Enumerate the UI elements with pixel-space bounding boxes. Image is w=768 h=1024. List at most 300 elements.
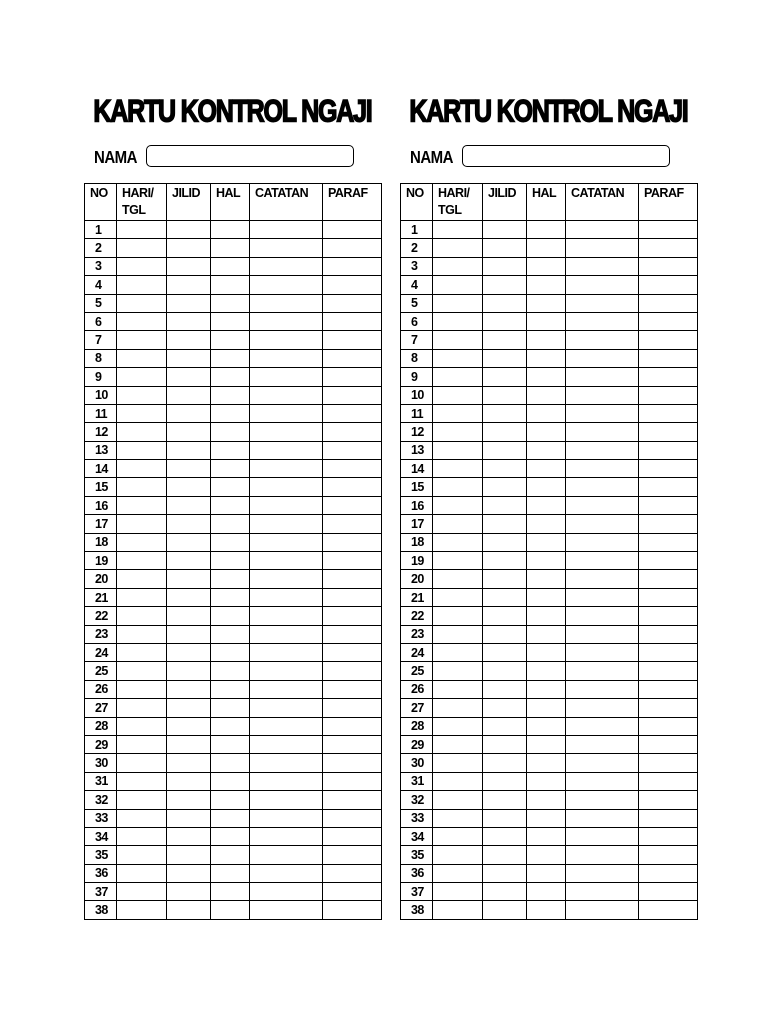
catatan-cell[interactable] [250, 386, 323, 404]
hal-cell[interactable] [211, 662, 250, 680]
hal-cell[interactable] [527, 441, 566, 459]
hari-tgl-cell[interactable] [433, 680, 483, 698]
hal-cell[interactable] [211, 607, 250, 625]
jilid-cell[interactable] [167, 221, 211, 239]
paraf-cell[interactable] [639, 570, 698, 588]
jilid-cell[interactable] [167, 368, 211, 386]
hal-cell[interactable] [527, 827, 566, 845]
hal-cell[interactable] [527, 570, 566, 588]
jilid-cell[interactable] [167, 717, 211, 735]
hari-tgl-cell[interactable] [433, 276, 483, 294]
hal-cell[interactable] [211, 496, 250, 514]
jilid-cell[interactable] [483, 423, 527, 441]
hal-cell[interactable] [211, 809, 250, 827]
catatan-cell[interactable] [250, 239, 323, 257]
jilid-cell[interactable] [483, 662, 527, 680]
paraf-cell[interactable] [639, 221, 698, 239]
hari-tgl-cell[interactable] [117, 864, 167, 882]
hal-cell[interactable] [527, 312, 566, 330]
paraf-cell[interactable] [323, 680, 382, 698]
paraf-cell[interactable] [639, 662, 698, 680]
catatan-cell[interactable] [566, 386, 639, 404]
jilid-cell[interactable] [167, 404, 211, 422]
paraf-cell[interactable] [639, 699, 698, 717]
paraf-cell[interactable] [639, 864, 698, 882]
hal-cell[interactable] [211, 386, 250, 404]
paraf-cell[interactable] [323, 441, 382, 459]
hal-cell[interactable] [211, 717, 250, 735]
hari-tgl-cell[interactable] [433, 257, 483, 275]
paraf-cell[interactable] [323, 625, 382, 643]
hal-cell[interactable] [211, 478, 250, 496]
hal-cell[interactable] [211, 588, 250, 606]
jilid-cell[interactable] [167, 423, 211, 441]
hal-cell[interactable] [211, 699, 250, 717]
hari-tgl-cell[interactable] [117, 735, 167, 753]
hari-tgl-cell[interactable] [433, 699, 483, 717]
paraf-cell[interactable] [323, 570, 382, 588]
jilid-cell[interactable] [167, 533, 211, 551]
catatan-cell[interactable] [566, 846, 639, 864]
paraf-cell[interactable] [323, 588, 382, 606]
hari-tgl-cell[interactable] [433, 625, 483, 643]
hari-tgl-cell[interactable] [433, 239, 483, 257]
paraf-cell[interactable] [639, 404, 698, 422]
hal-cell[interactable] [527, 386, 566, 404]
paraf-cell[interactable] [639, 791, 698, 809]
hal-cell[interactable] [527, 294, 566, 312]
hari-tgl-cell[interactable] [117, 680, 167, 698]
hal-cell[interactable] [527, 349, 566, 367]
hari-tgl-cell[interactable] [117, 257, 167, 275]
hal-cell[interactable] [527, 368, 566, 386]
hari-tgl-cell[interactable] [117, 386, 167, 404]
jilid-cell[interactable] [483, 846, 527, 864]
hari-tgl-cell[interactable] [117, 717, 167, 735]
catatan-cell[interactable] [566, 754, 639, 772]
hari-tgl-cell[interactable] [117, 239, 167, 257]
paraf-cell[interactable] [323, 883, 382, 901]
paraf-cell[interactable] [639, 478, 698, 496]
catatan-cell[interactable] [250, 735, 323, 753]
hari-tgl-cell[interactable] [117, 496, 167, 514]
hari-tgl-cell[interactable] [117, 846, 167, 864]
jilid-cell[interactable] [483, 901, 527, 919]
hari-tgl-cell[interactable] [433, 588, 483, 606]
hari-tgl-cell[interactable] [433, 386, 483, 404]
jilid-cell[interactable] [483, 570, 527, 588]
paraf-cell[interactable] [639, 276, 698, 294]
jilid-cell[interactable] [483, 772, 527, 790]
paraf-cell[interactable] [639, 239, 698, 257]
hal-cell[interactable] [211, 883, 250, 901]
hal-cell[interactable] [527, 680, 566, 698]
paraf-cell[interactable] [639, 533, 698, 551]
hari-tgl-cell[interactable] [433, 809, 483, 827]
paraf-cell[interactable] [323, 735, 382, 753]
jilid-cell[interactable] [483, 312, 527, 330]
catatan-cell[interactable] [250, 441, 323, 459]
paraf-cell[interactable] [639, 625, 698, 643]
paraf-cell[interactable] [323, 331, 382, 349]
hari-tgl-cell[interactable] [117, 772, 167, 790]
hal-cell[interactable] [211, 221, 250, 239]
hal-cell[interactable] [211, 864, 250, 882]
jilid-cell[interactable] [483, 643, 527, 661]
jilid-cell[interactable] [167, 735, 211, 753]
catatan-cell[interactable] [250, 331, 323, 349]
jilid-cell[interactable] [167, 588, 211, 606]
hal-cell[interactable] [211, 901, 250, 919]
catatan-cell[interactable] [566, 312, 639, 330]
catatan-cell[interactable] [566, 607, 639, 625]
hari-tgl-cell[interactable] [433, 552, 483, 570]
hari-tgl-cell[interactable] [117, 754, 167, 772]
jilid-cell[interactable] [483, 607, 527, 625]
paraf-cell[interactable] [323, 349, 382, 367]
jilid-cell[interactable] [167, 331, 211, 349]
catatan-cell[interactable] [250, 772, 323, 790]
catatan-cell[interactable] [250, 276, 323, 294]
hari-tgl-cell[interactable] [433, 846, 483, 864]
hal-cell[interactable] [527, 864, 566, 882]
paraf-cell[interactable] [639, 754, 698, 772]
jilid-cell[interactable] [483, 349, 527, 367]
catatan-cell[interactable] [250, 588, 323, 606]
paraf-cell[interactable] [639, 552, 698, 570]
catatan-cell[interactable] [250, 607, 323, 625]
catatan-cell[interactable] [566, 478, 639, 496]
jilid-cell[interactable] [483, 460, 527, 478]
hal-cell[interactable] [211, 294, 250, 312]
jilid-cell[interactable] [167, 809, 211, 827]
nama-input-box[interactable] [462, 145, 670, 167]
hari-tgl-cell[interactable] [433, 901, 483, 919]
hari-tgl-cell[interactable] [433, 735, 483, 753]
jilid-cell[interactable] [483, 239, 527, 257]
jilid-cell[interactable] [167, 643, 211, 661]
hari-tgl-cell[interactable] [117, 515, 167, 533]
hari-tgl-cell[interactable] [117, 552, 167, 570]
hari-tgl-cell[interactable] [433, 827, 483, 845]
catatan-cell[interactable] [566, 404, 639, 422]
hari-tgl-cell[interactable] [433, 441, 483, 459]
catatan-cell[interactable] [250, 257, 323, 275]
paraf-cell[interactable] [639, 827, 698, 845]
jilid-cell[interactable] [167, 239, 211, 257]
hari-tgl-cell[interactable] [117, 809, 167, 827]
hal-cell[interactable] [527, 239, 566, 257]
hal-cell[interactable] [211, 349, 250, 367]
paraf-cell[interactable] [639, 901, 698, 919]
paraf-cell[interactable] [639, 441, 698, 459]
catatan-cell[interactable] [566, 515, 639, 533]
jilid-cell[interactable] [167, 680, 211, 698]
catatan-cell[interactable] [566, 735, 639, 753]
paraf-cell[interactable] [639, 772, 698, 790]
hal-cell[interactable] [527, 643, 566, 661]
jilid-cell[interactable] [483, 791, 527, 809]
hal-cell[interactable] [527, 478, 566, 496]
catatan-cell[interactable] [250, 368, 323, 386]
paraf-cell[interactable] [639, 257, 698, 275]
hari-tgl-cell[interactable] [433, 791, 483, 809]
catatan-cell[interactable] [566, 368, 639, 386]
hal-cell[interactable] [527, 257, 566, 275]
catatan-cell[interactable] [566, 276, 639, 294]
hal-cell[interactable] [527, 496, 566, 514]
hari-tgl-cell[interactable] [433, 478, 483, 496]
catatan-cell[interactable] [250, 791, 323, 809]
hari-tgl-cell[interactable] [117, 533, 167, 551]
paraf-cell[interactable] [323, 423, 382, 441]
catatan-cell[interactable] [566, 827, 639, 845]
hari-tgl-cell[interactable] [117, 349, 167, 367]
hal-cell[interactable] [211, 312, 250, 330]
hari-tgl-cell[interactable] [117, 570, 167, 588]
catatan-cell[interactable] [566, 221, 639, 239]
paraf-cell[interactable] [639, 680, 698, 698]
hari-tgl-cell[interactable] [117, 368, 167, 386]
catatan-cell[interactable] [566, 423, 639, 441]
hal-cell[interactable] [527, 662, 566, 680]
paraf-cell[interactable] [639, 331, 698, 349]
hal-cell[interactable] [527, 276, 566, 294]
jilid-cell[interactable] [167, 864, 211, 882]
hari-tgl-cell[interactable] [117, 441, 167, 459]
jilid-cell[interactable] [483, 864, 527, 882]
paraf-cell[interactable] [323, 221, 382, 239]
catatan-cell[interactable] [566, 552, 639, 570]
hal-cell[interactable] [211, 533, 250, 551]
hari-tgl-cell[interactable] [117, 699, 167, 717]
jilid-cell[interactable] [483, 368, 527, 386]
hari-tgl-cell[interactable] [433, 533, 483, 551]
catatan-cell[interactable] [566, 717, 639, 735]
hal-cell[interactable] [527, 460, 566, 478]
hal-cell[interactable] [527, 607, 566, 625]
paraf-cell[interactable] [639, 423, 698, 441]
hal-cell[interactable] [211, 791, 250, 809]
hal-cell[interactable] [527, 717, 566, 735]
hal-cell[interactable] [211, 423, 250, 441]
jilid-cell[interactable] [167, 772, 211, 790]
jilid-cell[interactable] [167, 386, 211, 404]
paraf-cell[interactable] [323, 294, 382, 312]
paraf-cell[interactable] [639, 846, 698, 864]
paraf-cell[interactable] [323, 312, 382, 330]
hari-tgl-cell[interactable] [117, 588, 167, 606]
paraf-cell[interactable] [323, 496, 382, 514]
catatan-cell[interactable] [250, 699, 323, 717]
paraf-cell[interactable] [639, 460, 698, 478]
paraf-cell[interactable] [323, 846, 382, 864]
jilid-cell[interactable] [167, 791, 211, 809]
hal-cell[interactable] [211, 239, 250, 257]
jilid-cell[interactable] [167, 662, 211, 680]
hal-cell[interactable] [211, 680, 250, 698]
catatan-cell[interactable] [250, 754, 323, 772]
catatan-cell[interactable] [566, 625, 639, 643]
paraf-cell[interactable] [323, 827, 382, 845]
paraf-cell[interactable] [639, 496, 698, 514]
jilid-cell[interactable] [483, 680, 527, 698]
hal-cell[interactable] [527, 735, 566, 753]
hal-cell[interactable] [527, 901, 566, 919]
hari-tgl-cell[interactable] [117, 312, 167, 330]
hari-tgl-cell[interactable] [433, 883, 483, 901]
jilid-cell[interactable] [167, 496, 211, 514]
paraf-cell[interactable] [323, 404, 382, 422]
catatan-cell[interactable] [250, 717, 323, 735]
catatan-cell[interactable] [250, 294, 323, 312]
catatan-cell[interactable] [250, 809, 323, 827]
paraf-cell[interactable] [639, 735, 698, 753]
hari-tgl-cell[interactable] [433, 515, 483, 533]
paraf-cell[interactable] [323, 460, 382, 478]
hal-cell[interactable] [527, 423, 566, 441]
hari-tgl-cell[interactable] [433, 221, 483, 239]
jilid-cell[interactable] [167, 276, 211, 294]
hari-tgl-cell[interactable] [433, 607, 483, 625]
hal-cell[interactable] [527, 533, 566, 551]
jilid-cell[interactable] [483, 221, 527, 239]
catatan-cell[interactable] [250, 515, 323, 533]
jilid-cell[interactable] [483, 883, 527, 901]
paraf-cell[interactable] [639, 643, 698, 661]
catatan-cell[interactable] [566, 809, 639, 827]
hari-tgl-cell[interactable] [117, 625, 167, 643]
nama-input-box[interactable] [146, 145, 354, 167]
jilid-cell[interactable] [167, 699, 211, 717]
catatan-cell[interactable] [566, 883, 639, 901]
paraf-cell[interactable] [639, 607, 698, 625]
paraf-cell[interactable] [323, 478, 382, 496]
hari-tgl-cell[interactable] [117, 221, 167, 239]
paraf-cell[interactable] [323, 717, 382, 735]
paraf-cell[interactable] [323, 515, 382, 533]
paraf-cell[interactable] [323, 699, 382, 717]
catatan-cell[interactable] [250, 349, 323, 367]
hari-tgl-cell[interactable] [433, 643, 483, 661]
jilid-cell[interactable] [483, 533, 527, 551]
jilid-cell[interactable] [483, 257, 527, 275]
jilid-cell[interactable] [483, 735, 527, 753]
jilid-cell[interactable] [483, 478, 527, 496]
hal-cell[interactable] [211, 331, 250, 349]
catatan-cell[interactable] [250, 901, 323, 919]
catatan-cell[interactable] [250, 533, 323, 551]
hal-cell[interactable] [211, 754, 250, 772]
jilid-cell[interactable] [483, 625, 527, 643]
paraf-cell[interactable] [323, 257, 382, 275]
jilid-cell[interactable] [483, 294, 527, 312]
catatan-cell[interactable] [566, 570, 639, 588]
jilid-cell[interactable] [167, 294, 211, 312]
catatan-cell[interactable] [566, 699, 639, 717]
jilid-cell[interactable] [167, 257, 211, 275]
hari-tgl-cell[interactable] [433, 423, 483, 441]
hal-cell[interactable] [211, 515, 250, 533]
hal-cell[interactable] [211, 404, 250, 422]
catatan-cell[interactable] [250, 423, 323, 441]
jilid-cell[interactable] [167, 312, 211, 330]
jilid-cell[interactable] [483, 515, 527, 533]
hal-cell[interactable] [527, 588, 566, 606]
hal-cell[interactable] [527, 625, 566, 643]
paraf-cell[interactable] [639, 386, 698, 404]
hari-tgl-cell[interactable] [117, 404, 167, 422]
jilid-cell[interactable] [167, 349, 211, 367]
jilid-cell[interactable] [167, 625, 211, 643]
catatan-cell[interactable] [566, 772, 639, 790]
hari-tgl-cell[interactable] [117, 460, 167, 478]
hal-cell[interactable] [527, 791, 566, 809]
paraf-cell[interactable] [639, 515, 698, 533]
jilid-cell[interactable] [167, 827, 211, 845]
catatan-cell[interactable] [566, 680, 639, 698]
paraf-cell[interactable] [323, 368, 382, 386]
catatan-cell[interactable] [250, 312, 323, 330]
jilid-cell[interactable] [483, 699, 527, 717]
jilid-cell[interactable] [167, 754, 211, 772]
jilid-cell[interactable] [167, 552, 211, 570]
jilid-cell[interactable] [483, 754, 527, 772]
hari-tgl-cell[interactable] [433, 662, 483, 680]
hari-tgl-cell[interactable] [117, 662, 167, 680]
hari-tgl-cell[interactable] [433, 294, 483, 312]
catatan-cell[interactable] [250, 570, 323, 588]
catatan-cell[interactable] [566, 588, 639, 606]
hari-tgl-cell[interactable] [433, 754, 483, 772]
hari-tgl-cell[interactable] [117, 478, 167, 496]
paraf-cell[interactable] [639, 368, 698, 386]
hari-tgl-cell[interactable] [117, 791, 167, 809]
hari-tgl-cell[interactable] [433, 368, 483, 386]
jilid-cell[interactable] [167, 901, 211, 919]
jilid-cell[interactable] [167, 441, 211, 459]
paraf-cell[interactable] [323, 552, 382, 570]
paraf-cell[interactable] [639, 588, 698, 606]
paraf-cell[interactable] [323, 662, 382, 680]
paraf-cell[interactable] [323, 754, 382, 772]
paraf-cell[interactable] [639, 349, 698, 367]
hal-cell[interactable] [211, 368, 250, 386]
paraf-cell[interactable] [323, 533, 382, 551]
hal-cell[interactable] [211, 735, 250, 753]
paraf-cell[interactable] [639, 883, 698, 901]
hal-cell[interactable] [211, 460, 250, 478]
catatan-cell[interactable] [566, 349, 639, 367]
paraf-cell[interactable] [323, 772, 382, 790]
catatan-cell[interactable] [566, 460, 639, 478]
paraf-cell[interactable] [639, 294, 698, 312]
catatan-cell[interactable] [250, 625, 323, 643]
catatan-cell[interactable] [250, 883, 323, 901]
hari-tgl-cell[interactable] [433, 772, 483, 790]
hal-cell[interactable] [211, 772, 250, 790]
jilid-cell[interactable] [483, 588, 527, 606]
jilid-cell[interactable] [167, 607, 211, 625]
catatan-cell[interactable] [250, 846, 323, 864]
catatan-cell[interactable] [566, 239, 639, 257]
hari-tgl-cell[interactable] [117, 294, 167, 312]
hari-tgl-cell[interactable] [433, 717, 483, 735]
hari-tgl-cell[interactable] [117, 276, 167, 294]
paraf-cell[interactable] [639, 809, 698, 827]
hal-cell[interactable] [527, 331, 566, 349]
catatan-cell[interactable] [250, 221, 323, 239]
